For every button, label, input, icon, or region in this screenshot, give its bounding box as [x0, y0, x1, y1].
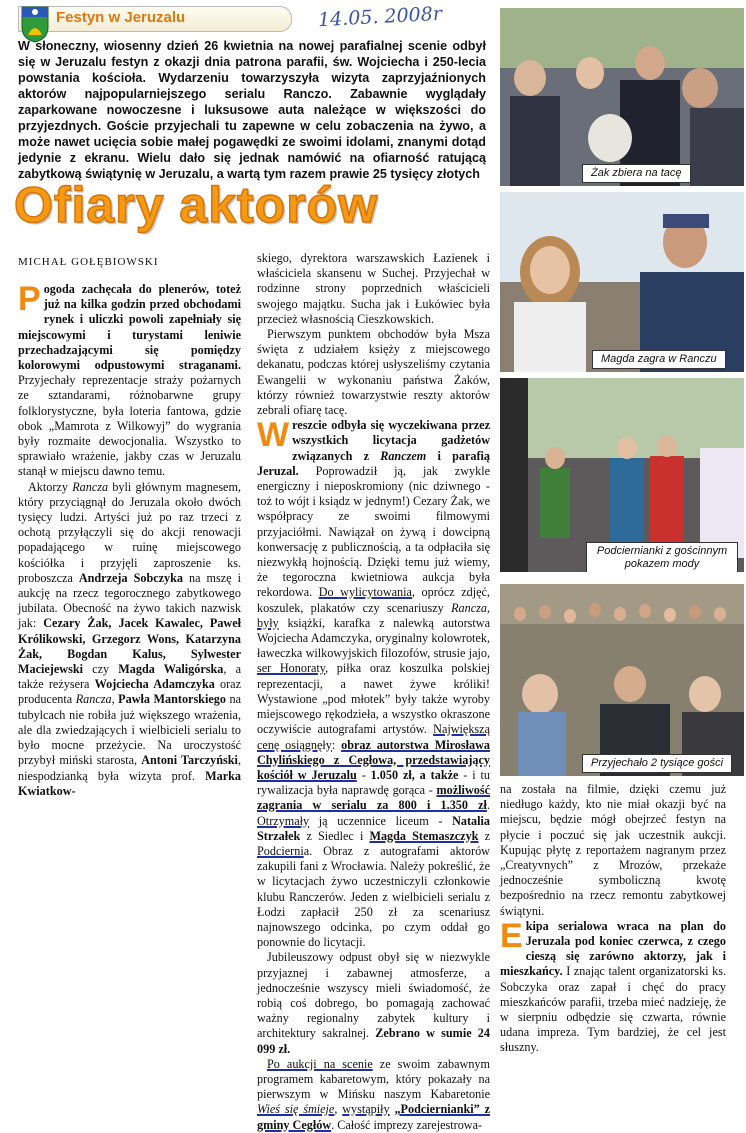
- paragraph: na została na filmie, dzięki czemu już niedługo każdy, kto nie miał okazji być na miejscu, będzie mógł obejrzeć festyn na płycie i poczuć się jak uczestnik aukcji. Kupując płytę z reportażem nagranym przez „Creatyvnych” z Mrozów, przekaże jednocześnie symboliczną kwotę bezpośrednio na rzecz remontu zabytkowej świątyni.: [500, 782, 726, 918]
- name-bold: Antoni Tarczyński: [141, 753, 238, 768]
- text: .: [486, 798, 490, 813]
- paragraph: [18, 282, 241, 480]
- pen-underline: Największą cenę osiągnęły: [257, 722, 490, 752]
- pen-underline: „Podciernianki” z gminy Cegłów: [257, 1102, 491, 1132]
- name-bold: Marka Kwiatkow-: [18, 768, 241, 798]
- name-bold: Natalia Strzałek: [257, 813, 490, 843]
- text: ją uczennice liceum -: [309, 813, 453, 828]
- text: Przyjechały reprezentacje straży pożarnych ze sztandarami, różnobarwne grupy folklorystyczne, była loteria fantowa, gdzie obok „Mamrota z Wilkowyj” do wygrania były rozmaite dewocjonalia. Wszystko to sprawiało wrażenie, jakby czas w Jeruzalu stanął w miejscu dawno temu.: [18, 373, 241, 479]
- paragraph: skiego, dyrektora warszawskich Łazienek i właściciela skansenu w Suchej. Przyjechał w rodzinne strony poprzednich właścicieli swojego majątku. Sucha jak i Łukówiec była przecież własnością Cieszkowskich.: [257, 251, 490, 326]
- pen-underline: Wieś się śmieje: [257, 1102, 335, 1117]
- photo-caption: Magda zagra w Ranczu: [592, 350, 726, 369]
- pen-underline: możliwość zagrania w serialu za 800 i 1.350 zł: [257, 783, 490, 813]
- name-bold: Wojciecha Adamczyka: [94, 677, 215, 692]
- text: ,: [486, 600, 490, 615]
- article-column-3: [500, 782, 726, 1056]
- text: Jubileuszowy odpust obył się w niezwykle przyjaznej i zabawnej atmosferze, a jednocześnie wszyscy mieli świadomość, że robią coś dobrego, bo pomagają zachować ważny regionalny zabytek kultury i architektury sakralnej.: [257, 950, 490, 1041]
- article-column-2: [257, 251, 490, 1133]
- photo-big-crowd: [500, 584, 744, 776]
- pen-underline: były: [257, 615, 279, 630]
- text: , niespodzianką była wizyta prof.: [18, 753, 241, 783]
- photo-crowd-zak: [500, 8, 744, 186]
- text: ze swoim zabawnym programem kabaretowym, który pokazały na pierwszym w Mińsku naszym Kabaretonie: [257, 1056, 490, 1102]
- text: Poprowadził ją, jak zwykle energiczny i nieposkromiony (nic dziwnego - toż to wójt i ksiądz w jednym!) Cezary Żak, we współpracy ze swoimi filmowymi przyjaciółmi. Nawiązał on żywą i dowcipną konwersację z publicznością, a ta odpłaciła się niezwykłą hojnością. Dzięki temu już wiemy, że tegoroczna kwietniowa aukcja była rekordowa.: [257, 463, 490, 600]
- drop-cap: W: [257, 416, 290, 455]
- paragraph: [257, 418, 490, 950]
- paragraph: [257, 1057, 490, 1133]
- text: z Siedlec i: [300, 828, 370, 843]
- text: na tubylcach nie robiła już większego wrażenia, ale dla zwiedzających i wielbicieli serialu to było mocne przeżycie. Na uroczystość przybył miński starosta,: [18, 692, 241, 768]
- text: a. Obraz z autografami aktorów zakupili fani z Wrocławia. Należy pokreślić, że w licytacjach żywo uczestniczyli członkowie klubu Ranczerów. Jeden z wielbicieli serialu z Łodzi zapłacił 250 zł za scenariusz najnowszego odcinka, po czym oddał go ponownie do licytacji.: [257, 843, 490, 950]
- text: , oprócz zdjęć, koszulek, plakatów czy scenariuszy: [257, 585, 490, 615]
- text: Rancza: [72, 479, 109, 494]
- text: Rancza: [75, 692, 112, 707]
- pen-underline: obraz autorstwa Mirosława Chylińskiego z Cegłowa, przedstawiający kościół w Jeruzalu: [257, 737, 490, 782]
- paragraph: [257, 950, 490, 1056]
- text: I znając talent organizatorski ks. Sobczyka oraz zapał i chęć do pracy mieszkańców parafii, trzeba mieć nadzieję, że w sierpniu odbędzie się czwarta, równie udana impreza. Tym bardziej, że cel jest słuszny.: [500, 964, 726, 1055]
- text: , a także reżysera: [18, 662, 241, 692]
- text: -: [356, 767, 371, 782]
- photo-folk-group: [500, 378, 744, 572]
- pen-underline: Do wylicytowania: [318, 585, 412, 600]
- photo-caption: Podciernianki z gościnnym pokazem mody: [586, 542, 738, 572]
- article-column-1: [18, 282, 241, 799]
- pen-underline: wystąpiły: [342, 1102, 390, 1117]
- pen-underline: Magda Stemaszczyk: [369, 828, 479, 843]
- name-bold: Magda Waligórska: [118, 662, 224, 677]
- text: , piłka oraz koszulka polskiej reprezentacji, a nawet żywe króliki! Wystawione „pod młotek” były także wyroby miejscowego rękodzieła, a wszystko okraszone oczywiście autografami artystów.: [257, 661, 490, 737]
- text: książki, karafka z nalewką autorstwa Wojciecha Adamczyka, oryginalny kolowrotek, ławeczka wilkowyjskich filozofów, strusie jajo,: [257, 615, 490, 661]
- section-title: Festyn w Jeruzalu: [56, 9, 186, 26]
- photo-magda: [500, 192, 744, 372]
- byline: MICHAŁ GOŁĘBIOWSKI: [18, 256, 159, 268]
- text: - i tu rywalizacja była naprawdę gorąca -: [257, 767, 490, 798]
- photo-portrait-illustration: [500, 192, 744, 372]
- photo-caption: Przyjechało 2 tysiące gości: [582, 754, 732, 773]
- name-bold: Pawła Mantorskiego: [118, 692, 226, 707]
- drop-cap: P: [18, 280, 41, 318]
- paragraph: [18, 480, 241, 799]
- text: byli głównym magnesem, który przyciągnął do Jeruzala około dwóch tysięcy ludzi. Artyści już po raz trzeci z ochotą przyłączyli się do akcji renowacji popadającego w ruinę miejscowego kościółka i przyjęli zaproszenie ks. proboszcza: [18, 479, 241, 585]
- text: . Całość imprezy zarejestrowa-: [331, 1117, 483, 1132]
- paragraph: Pierwszym punktem obchodów była Msza święta z udziałem księży z miejscowego dekanatu, podczas której usłyszeliśmy czytania Ewangelii w wykonaniu państwa Żaków, którzy również towarzystwie reszty aktorów zebrali ofiarę tacę.: [257, 327, 490, 418]
- pen-underline: Podcierni: [257, 843, 304, 858]
- handwritten-date: 14.05. 2008r: [317, 2, 443, 32]
- text: ,: [111, 692, 119, 707]
- lead-in-bold: ogoda zachęcała do plenerów, toteż już na kilka godzin przed obchodami rynek i uliczki powoli zapełniały się miejscowymi i turystami leniwie przechadzającymi się pomiędzy kolorowymi odpustowymi straganami.: [18, 282, 241, 373]
- name-bold: Andrzeja Sobczyka: [78, 570, 184, 585]
- text: Ranczem: [380, 448, 427, 463]
- text: z: [478, 828, 490, 843]
- text: oraz producenta: [18, 677, 241, 707]
- text: Rancza: [451, 600, 487, 615]
- name-bold: Cezary Żak, Jacek Kawalec, Paweł Królikowski, Grzegorz Wons, Katarzyna Żak, Bogdan Kalus, Sylwester Maciejewski: [18, 616, 242, 677]
- text: czy: [82, 662, 119, 677]
- text: reszcie odbyła się wyczekiwana przez wszystkich licytacja gadżetów związanych z: [292, 418, 490, 463]
- photo-audience-illustration: [500, 584, 744, 776]
- lead-paragraph: W słoneczny, wiosenny dzień 26 kwietnia na nowej parafialnej scenie odbył się w Jeruzalu festyn z okazji dnia patrona parafii, św. Wojciecha i 250-lecia powstania kościoła. Wydarzeniu towarzyszyła wizyta zaprzyjaźnionych aktorów najpopularniejszego serialu Ranczo. Zabawnie wyglądały zaparkowane nowoczesne i luksusowe auta należące w większości do przyjezdnych. Goście przyjechali tu zapewne w celu zobaczenia na żywo, a może nawet ucięcia sobie małej pogawędki ze swoimi idolami, znanymi dotąd jedynie z ekranu. Wielu dało się jednak namówić na ofiarność ratującą zabytkową świątynię w Jeruzalu, a wartą tym razem prawie 25 tysięcy złotych: [18, 39, 486, 181]
- article-headline: Ofiary aktorów: [14, 177, 379, 233]
- text: ,: [334, 1102, 343, 1117]
- photo-caption: Żak zbiera na tacę: [582, 164, 691, 183]
- price-bold: 1.050 zł, a także: [370, 767, 459, 782]
- text: Aktorzy: [28, 479, 73, 494]
- text: :: [331, 737, 342, 752]
- paragraph: [500, 916, 726, 1056]
- lead-in-bold: kipa serialowa wraca na plan do Jeruzala pod koniec czerwca, z czego cieszą się zarówno aktorzy, jak i mieszkańcy.: [500, 918, 726, 979]
- total-bold: Zebrano w sumie 24 099 zł.: [257, 1026, 490, 1056]
- text: i parafią Jeruzal.: [257, 448, 490, 478]
- pen-underline: ser Honoraty: [257, 661, 326, 676]
- photo-crowd-illustration: [500, 8, 744, 186]
- text: na mszę i aukcję na rzecz tegorocznego zabytkowego jubilata. Obecność na żywo takich nazwisk jak:: [18, 570, 241, 631]
- pen-underline: Otrzymały: [257, 813, 310, 828]
- drop-cap: E: [500, 916, 523, 955]
- pen-underline: Po aukcji na scenie: [267, 1056, 373, 1071]
